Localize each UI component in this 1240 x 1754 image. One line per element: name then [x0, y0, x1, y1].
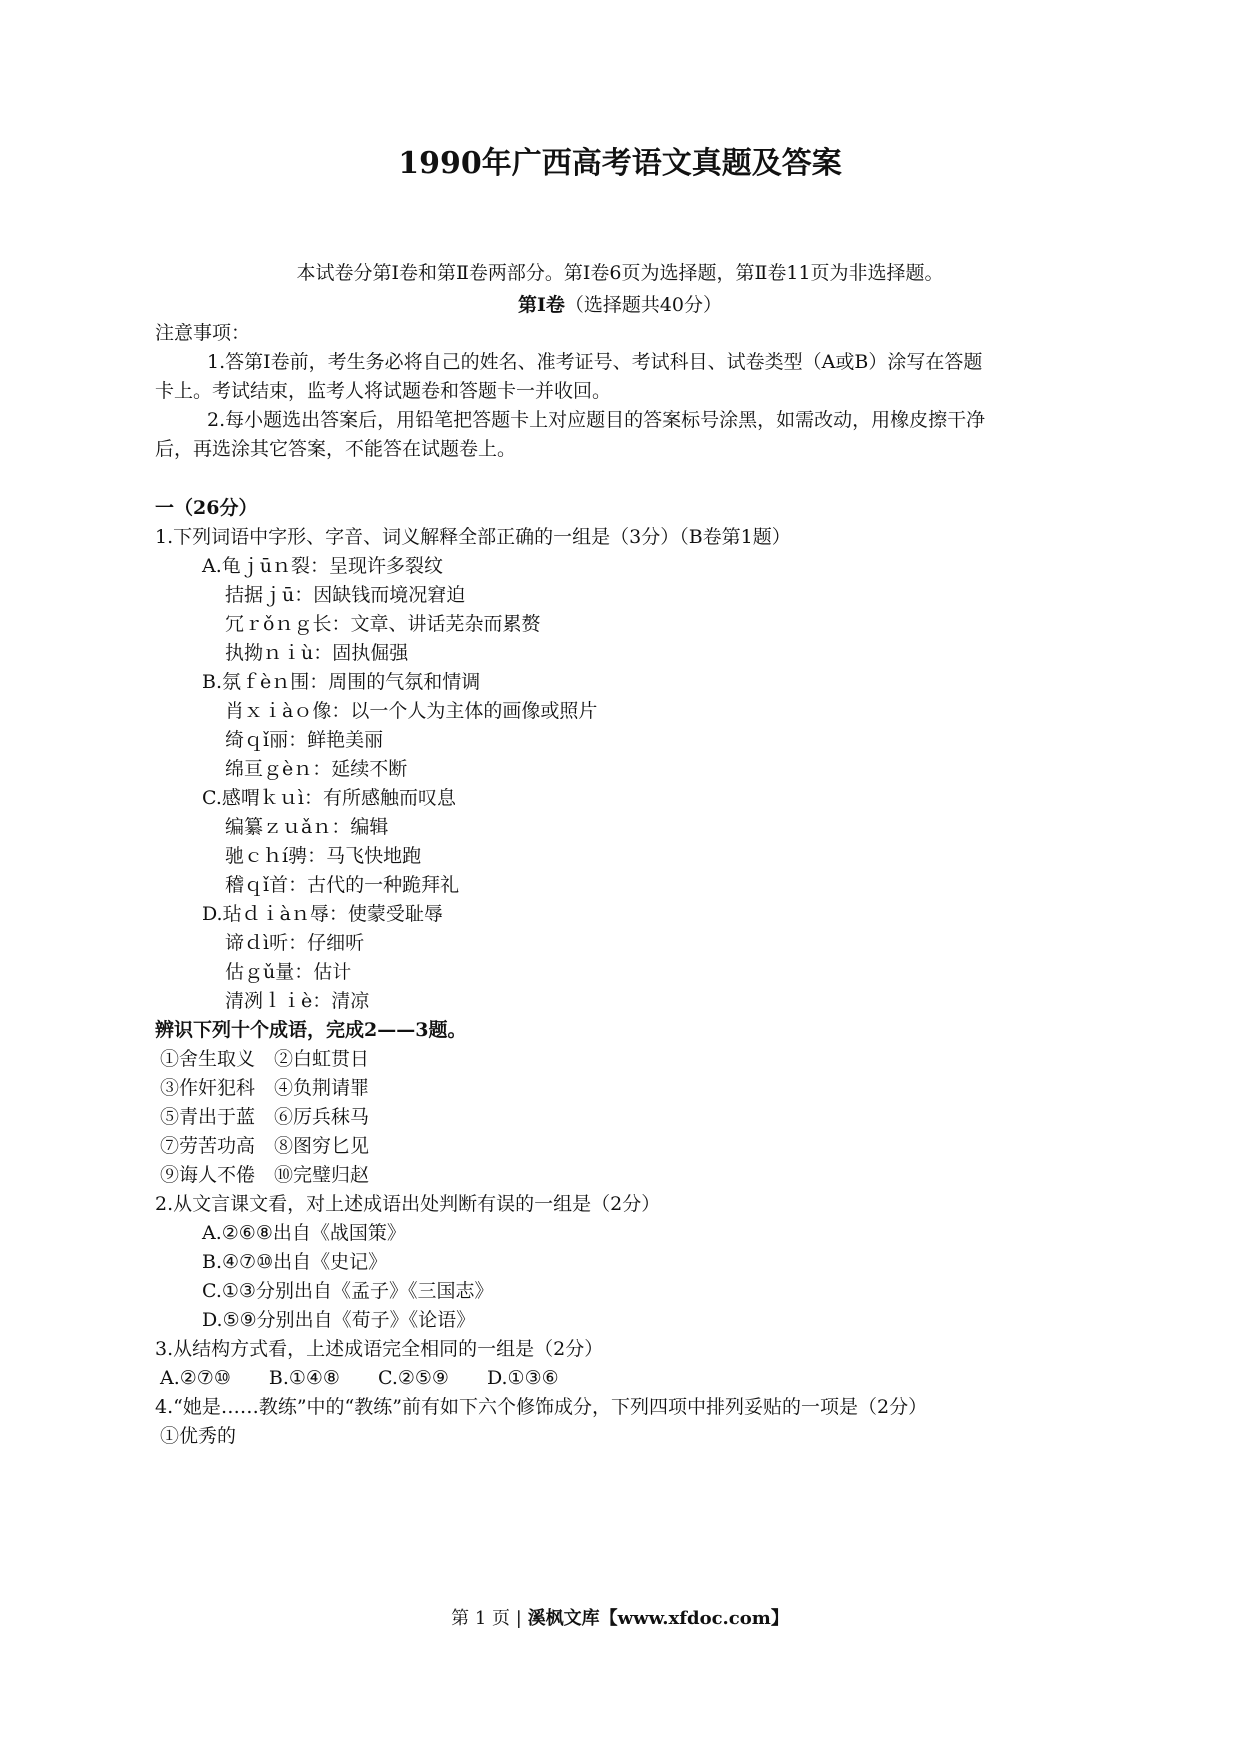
text-line: 注意事项： [155, 322, 251, 344]
text-line: 驰ｃｈí骋：马飞快地跑 [225, 845, 422, 867]
text-line: B.④⑦⑩出自《史记》 [202, 1251, 388, 1273]
text-line: 稽ｑǐ首：古代的一种跪拜礼 [225, 874, 460, 896]
text-line: 4.“她是……教练”中的“教练”前有如下六个修饰成分，下列四项中排列妥贴的一项是（2分） [155, 1396, 928, 1418]
footer-page-number: 第 1 页 [451, 1608, 511, 1629]
text-line: ⑤青出于蓝 ⑥厉兵秣马 [160, 1106, 370, 1128]
text-line: A.②⑥⑧出自《战国策》 [202, 1222, 406, 1244]
text-line: 谛ｄì听：仔细听 [225, 932, 365, 954]
text-line: 冗ｒǒｎｇ长：文章、讲话芜杂而累赘 [225, 613, 541, 635]
text-line: B.氛ｆèｎ围：周围的气氛和情调 [202, 671, 481, 693]
text-line: 3.从结构方式看，上述成语完全相同的一组是（2分） [155, 1338, 604, 1360]
text-line: 1.答第Ⅰ卷前，考生务必将自己的姓名、准考证号、考试科目、试卷类型（A或B）涂写在答题 [207, 351, 983, 373]
section-heading: 一（26分） [155, 497, 258, 519]
text-line: C.①③分别出自《孟子》《三国志》 [202, 1280, 494, 1302]
text-line: 编纂ｚｕǎｎ：编辑 [225, 816, 389, 838]
text-line: 绮ｑǐ丽：鲜艳美丽 [225, 729, 384, 751]
text-line: A.龟ｊūｎ裂：呈现许多裂纹 [202, 555, 443, 577]
text-line: 执拗ｎｉù：固执倔强 [225, 642, 409, 664]
text-line: D.玷ｄｉàｎ辱：使蒙受耻辱 [202, 903, 443, 925]
text-line: ①舍生取义 ②白虹贯日 [160, 1048, 370, 1070]
text-line: 后，再选涂其它答案，不能答在试题卷上。 [155, 438, 517, 460]
text-line: ⑦劳苦功高 ⑧图穷匕见 [160, 1135, 370, 1157]
text-line: D.⑤⑨分别出自《荀子》《论语》 [202, 1309, 476, 1331]
page-footer [0, 1604, 1240, 1630]
footer-site: 溪枫文库【www.xfdoc.com】 [527, 1608, 789, 1629]
text-line: C.感喟ｋｕì：有所感触而叹息 [202, 787, 456, 809]
text-line: ③作奸犯科 ④负荆请罪 [160, 1077, 370, 1099]
footer-separator: | [510, 1608, 528, 1629]
text-line: 2.从文言课文看，对上述成语出处判断有误的一组是（2分） [155, 1193, 661, 1215]
page-title: 1990年广西高考语文真题及答案 [398, 146, 842, 181]
text-line: A.②⑦⑩ B.①④⑧ C.②⑤⑨ D.①③⑥ [160, 1367, 559, 1389]
text-line: 卡上。考试结束，监考人将试题卷和答题卡一并收回。 [155, 380, 612, 402]
section-heading: 辨识下列十个成语，完成2——3题。 [155, 1019, 467, 1041]
text-line: 1.下列词语中字形、字音、词义解释全部正确的一组是（3分）（B卷第1题） [155, 526, 791, 548]
text-line: ①优秀的 [160, 1425, 237, 1447]
text-line: 清冽ｌｉè：清凉 [225, 990, 370, 1012]
text-line: 拮据ｊū：因缺钱而境况窘迫 [225, 584, 466, 606]
volume-heading-bold: 第Ⅰ卷 [517, 294, 565, 316]
intro-paragraph: 本试卷分第Ⅰ卷和第Ⅱ卷两部分。第Ⅰ卷6页为选择题，第Ⅱ卷11页为非选择题。 [296, 262, 944, 284]
volume-heading-rest: （选择题共40分） [564, 294, 723, 316]
volume-heading [0, 290, 1240, 317]
text-line: 2.每小题选出答案后，用铅笔把答题卡上对应题目的答案标号涂黑，如需改动，用橡皮擦干净 [207, 409, 986, 431]
text-line: 绵亘ｇèｎ：延续不断 [225, 758, 408, 780]
text-line: 估ｇǔ量：估计 [225, 961, 352, 983]
text-line: 肖ｘｉàｏ像：以一个人为主体的画像或照片 [225, 700, 598, 722]
text-line: ⑨诲人不倦 ⑩完璧归赵 [160, 1164, 370, 1186]
